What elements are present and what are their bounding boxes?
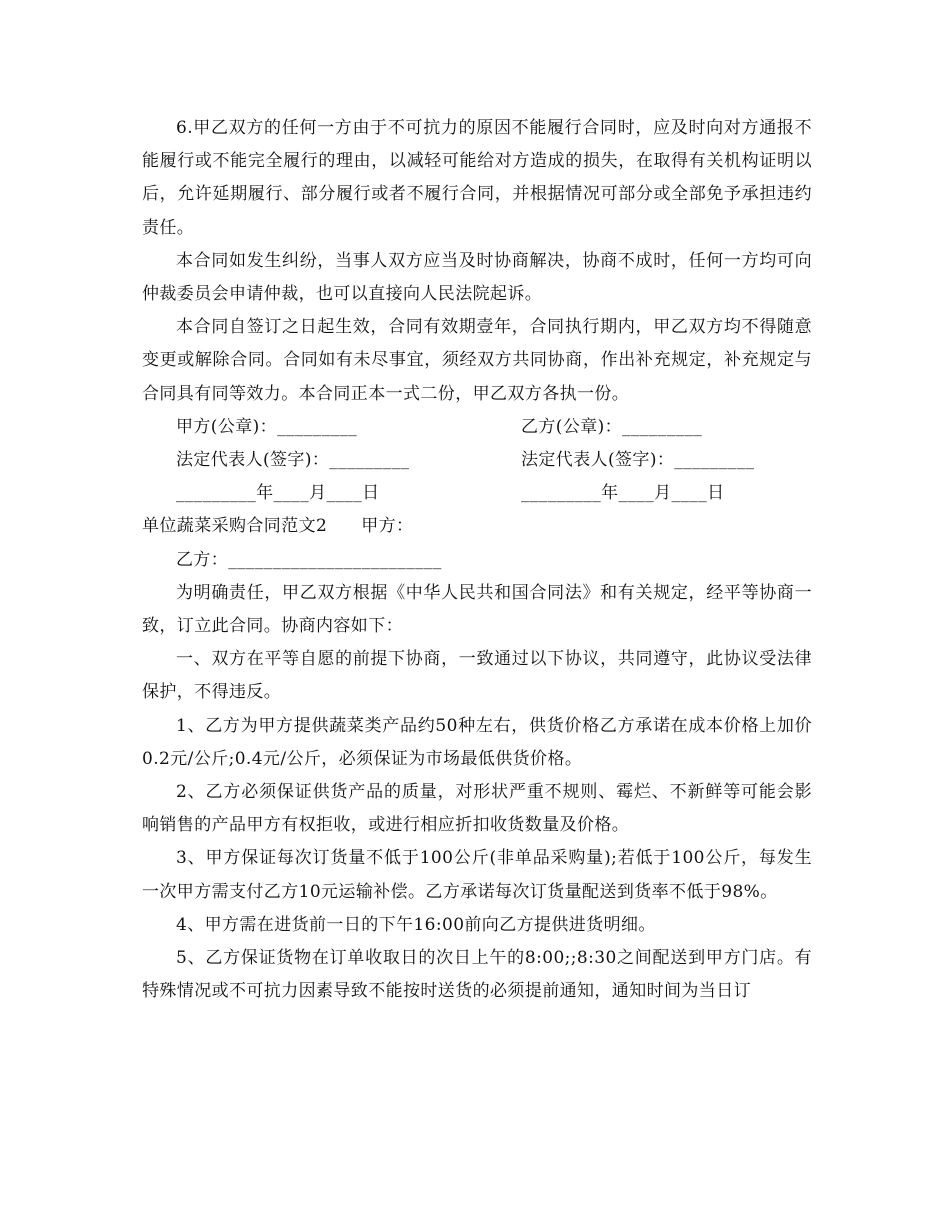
clause-2-quality: 2、乙方必须保证供货产品的质量，对形状严重不规则、霉烂、不新鲜等可能会影响销售的产品甲方有权拒收，或进行相应折扣收货数量及价格。 bbox=[142, 781, 812, 836]
party-a-seal-line: 甲方(公章)：_________ bbox=[176, 416, 358, 437]
clause-5-delivery: 5、乙方保证货物在订单收取日的次日上午的8:00;;8:30之间配送到甲方门店。有特殊情况或不可抗力因素导致不能按时送货的必须提前通知，通知时间为当日订 bbox=[142, 948, 812, 1002]
signature-row-date bbox=[142, 477, 812, 510]
signature-row-representative bbox=[142, 444, 812, 477]
second-contract-heading bbox=[142, 510, 812, 543]
clause-preamble: 为明确责任，甲乙双方根据《中华人民共和国合同法》和有关规定，经平等协商一致，订立此合同。协商内容如下： bbox=[142, 582, 812, 636]
clause-4-order-details: 4、甲方需在进货前一日的下午16:00前向乙方提供进货明细。 bbox=[176, 914, 656, 935]
second-contract-title: 单位蔬菜采购合同范文2 bbox=[142, 516, 328, 537]
party-a-date-line: _________年____月____日 bbox=[176, 483, 380, 504]
clause-force-majeure: 6.甲乙双方的任何一方由于不可抗力的原因不能履行合同时，应及时向对方通报不能履行或不能完全履行的理由，以减轻可能给对方造成的损失，在取得有关机构证明以后，允许延期履行、部分履行或者不履行合同，并根据情况可部分或全部免予承担违约责任。 bbox=[142, 118, 812, 238]
signature-row-seal bbox=[142, 411, 812, 444]
clause-effective-term: 本合同自签订之日起生效，合同有效期壹年，合同执行期内，甲乙双方均不得随意变更或解除合同。合同如有未尽事宜，须经双方共同协商，作出补充规定，补充规定与合同具有同等效力。本合同正本一式二份，甲乙双方各执一份。 bbox=[142, 317, 812, 404]
party-b-date-line: _________年____月____日 bbox=[521, 483, 725, 504]
clause-dispute-resolution: 本合同如发生纠纷，当事人双方应当及时协商解决，协商不成时，任何一方均可向仲裁委员会申请仲裁，也可以直接向人民法院起诉。 bbox=[142, 250, 812, 305]
second-party-a-label: 甲方： bbox=[361, 516, 414, 537]
clause-1-pricing: 1、乙方为甲方提供蔬菜类产品约50种左右，供货价格乙方承诺在成本价格上加价0.2元/公斤;0.4元/公斤，必须保证为市场最低供货价格。 bbox=[142, 715, 812, 769]
party-b-representative-line: 法定代表人(签字)：_________ bbox=[521, 450, 755, 471]
clause-general-agreement: 一、双方在平等自愿的前提下协商，一致通过以下协议，共同遵守，此协议受法律保护，不得违反。 bbox=[142, 649, 812, 703]
party-a-representative-line: 法定代表人(签字)：_________ bbox=[176, 450, 410, 471]
clause-3-order-volume: 3、甲方保证每次订货量不低于100公斤(非单品采购量);若低于100公斤，每发生一次甲方需支付乙方10元运输补偿。乙方承诺每次订货量配送到货率不低于98%。 bbox=[142, 848, 812, 902]
party-b-seal-line: 乙方(公章)：_________ bbox=[521, 416, 703, 437]
second-party-b-line: 乙方：________________________ bbox=[176, 549, 442, 570]
document-body bbox=[142, 112, 812, 1008]
